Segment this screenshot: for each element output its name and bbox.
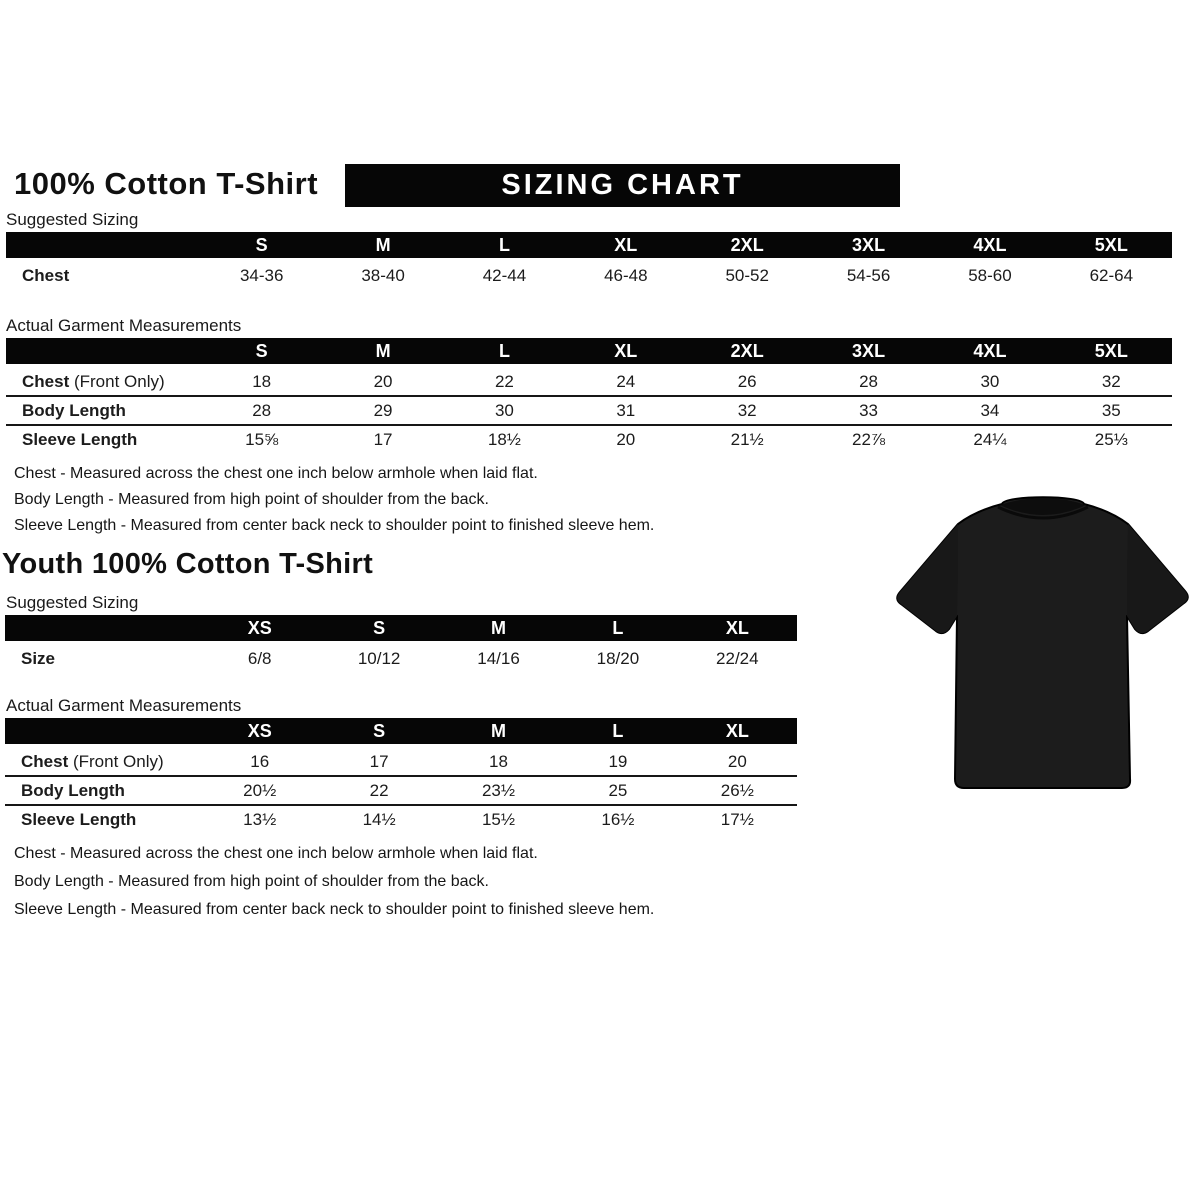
measurement-cell: 16½ bbox=[601, 809, 635, 829]
table-row bbox=[5, 645, 797, 672]
measurement-cell: 14½ bbox=[362, 809, 396, 829]
note-body-length: Body Length - Measured from high point of shoulder from the back. bbox=[14, 491, 489, 508]
table-row bbox=[6, 262, 1172, 289]
measurement-cell: 18/20 bbox=[596, 648, 640, 668]
row-label: Chest (Front Only) bbox=[22, 371, 165, 391]
adult-garment-measurements-label: Actual Garment Measurements bbox=[6, 316, 242, 335]
measurement-cell: 22 bbox=[369, 780, 389, 800]
measurement-cell: 58-60 bbox=[968, 265, 1012, 285]
measurement-cell: 22 bbox=[494, 371, 514, 391]
size-column-header: S bbox=[373, 617, 386, 638]
row-label: Size bbox=[21, 648, 56, 668]
row-label: Body Length bbox=[22, 400, 126, 420]
size-column-header: XL bbox=[725, 720, 749, 741]
size-column-header: L bbox=[498, 340, 510, 361]
measurement-cell: 24 bbox=[616, 371, 636, 391]
youth-garment-measurements-table bbox=[5, 718, 797, 833]
row-label: Body Length bbox=[21, 780, 125, 800]
size-column-header: L bbox=[498, 234, 510, 255]
measurement-cell: 20½ bbox=[243, 780, 277, 800]
row-label: Sleeve Length bbox=[21, 809, 137, 829]
sizing-chart-banner-label: SIZING CHART bbox=[501, 169, 744, 201]
measurement-cell: 21½ bbox=[730, 429, 764, 449]
sizing-chart-banner bbox=[345, 164, 900, 207]
size-column-header: XS bbox=[247, 617, 272, 638]
measurement-cell: 17 bbox=[369, 751, 389, 771]
measurement-cell: 20 bbox=[373, 371, 393, 391]
size-column-header: S bbox=[373, 720, 386, 741]
youth-suggested-sizing-table bbox=[5, 615, 797, 672]
measurement-cell: 35 bbox=[1101, 400, 1121, 420]
size-column-header: XL bbox=[614, 340, 638, 361]
measurement-cell: 30 bbox=[980, 371, 1000, 391]
size-column-header: 4XL bbox=[973, 234, 1007, 255]
measurement-cell: 50-52 bbox=[725, 265, 769, 285]
measurement-cell: 62-64 bbox=[1089, 265, 1134, 285]
tshirt-right-sleeve-shade bbox=[1127, 524, 1188, 633]
measurement-cell: 6/8 bbox=[247, 648, 272, 668]
tshirt-photo bbox=[894, 481, 1194, 803]
size-column-header: 3XL bbox=[852, 340, 886, 361]
measurement-cell: 20 bbox=[727, 751, 747, 771]
table-row bbox=[6, 368, 1172, 395]
measurement-cell: 13½ bbox=[243, 809, 277, 829]
youth-section-title: Youth 100% Cotton T-Shirt bbox=[2, 548, 374, 580]
measurement-cell: 38-40 bbox=[361, 265, 405, 285]
size-column-header: S bbox=[255, 234, 268, 255]
measurement-cell: 14/16 bbox=[477, 648, 520, 668]
note-chest: Chest - Measured across the chest one inch below armhole when laid flat. bbox=[14, 845, 538, 862]
measurement-cell: 17 bbox=[373, 429, 393, 449]
size-column-header: 5XL bbox=[1094, 234, 1128, 255]
youth-suggested-sizing-label: Suggested Sizing bbox=[6, 593, 139, 612]
size-column-header: M bbox=[491, 720, 507, 741]
size-column-header: L bbox=[612, 720, 624, 741]
table-row bbox=[5, 775, 797, 804]
adult-suggested-sizing-label: Suggested Sizing bbox=[6, 210, 139, 229]
measurement-cell: 25⅓ bbox=[1094, 429, 1128, 449]
measurement-cell: 18 bbox=[489, 751, 508, 771]
table-row bbox=[6, 424, 1172, 453]
table-row bbox=[6, 395, 1172, 424]
measurement-cell: 23½ bbox=[481, 780, 516, 800]
size-column-header: M bbox=[491, 617, 507, 638]
size-column-header: M bbox=[375, 234, 391, 255]
black-tshirt-image bbox=[894, 481, 1194, 803]
size-column-header: XL bbox=[725, 617, 749, 638]
adult-measurement-notes bbox=[14, 461, 654, 539]
size-column-header: 2XL bbox=[730, 234, 764, 255]
measurement-cell: 30 bbox=[494, 400, 514, 420]
note-sleeve-length: Sleeve Length - Measured from center back neck to shoulder point to finished sleeve hem. bbox=[14, 517, 655, 534]
size-column-header: 3XL bbox=[852, 234, 886, 255]
tshirt-silhouette bbox=[897, 497, 1188, 788]
note-chest: Chest - Measured across the chest one inch below armhole when laid flat. bbox=[14, 465, 538, 482]
measurement-cell: 10/12 bbox=[357, 648, 401, 668]
measurement-cell: 20 bbox=[616, 429, 636, 449]
measurement-cell: 54-56 bbox=[846, 265, 891, 285]
measurement-cell: 28 bbox=[859, 371, 879, 391]
measurement-cell: 26½ bbox=[720, 780, 754, 800]
table-row bbox=[5, 748, 797, 775]
measurement-cell: 32 bbox=[1101, 371, 1121, 391]
size-column-header: 4XL bbox=[973, 340, 1007, 361]
measurement-cell: 22⅞ bbox=[852, 429, 886, 449]
size-column-header: L bbox=[612, 617, 624, 638]
table-header-row bbox=[5, 615, 797, 641]
measurement-cell: 29 bbox=[373, 400, 393, 420]
note-sleeve-length: Sleeve Length - Measured from center back neck to shoulder point to finished sleeve hem. bbox=[14, 901, 655, 918]
measurement-cell: 18 bbox=[252, 371, 272, 391]
table-header-row bbox=[6, 232, 1172, 258]
page-title: 100% Cotton T-Shirt bbox=[14, 166, 319, 201]
measurement-cell: 42-44 bbox=[482, 265, 527, 285]
measurement-cell: 15½ bbox=[481, 809, 516, 829]
size-column-header: 2XL bbox=[730, 340, 764, 361]
measurement-cell: 22/24 bbox=[716, 648, 759, 668]
youth-garment-measurements-label: Actual Garment Measurements bbox=[6, 696, 242, 715]
measurement-cell: 15⅝ bbox=[245, 429, 279, 449]
measurement-cell: 33 bbox=[859, 400, 879, 420]
tshirt-left-sleeve-shade bbox=[897, 524, 958, 633]
measurement-cell: 46-48 bbox=[604, 265, 648, 285]
measurement-cell: 19 bbox=[608, 751, 628, 771]
row-label: Chest bbox=[22, 265, 70, 285]
size-column-header: 5XL bbox=[1094, 340, 1128, 361]
measurement-cell: 34-36 bbox=[239, 265, 284, 285]
measurement-cell: 18½ bbox=[487, 429, 521, 449]
note-body-length: Body Length - Measured from high point of shoulder from the back. bbox=[14, 873, 489, 890]
measurement-cell: 17½ bbox=[720, 809, 754, 829]
measurement-cell: 28 bbox=[252, 400, 272, 420]
measurement-cell: 26 bbox=[737, 371, 757, 391]
adult-garment-measurements-table bbox=[6, 338, 1172, 453]
size-column-header: S bbox=[255, 340, 268, 361]
measurement-cell: 16 bbox=[250, 751, 270, 771]
measurement-cell: 32 bbox=[737, 400, 757, 420]
measurement-cell: 31 bbox=[616, 400, 636, 420]
table-header-row bbox=[5, 718, 797, 744]
measurement-cell: 25 bbox=[608, 780, 628, 800]
size-column-header: XS bbox=[247, 720, 272, 741]
row-label: Sleeve Length bbox=[22, 429, 138, 449]
table-row bbox=[5, 804, 797, 833]
measurement-cell: 24¼ bbox=[973, 429, 1007, 449]
table-header-row bbox=[6, 338, 1172, 364]
measurement-cell: 34 bbox=[980, 400, 1000, 420]
adult-suggested-sizing-table bbox=[6, 232, 1172, 289]
size-column-header: XL bbox=[614, 234, 638, 255]
size-column-header: M bbox=[375, 340, 391, 361]
row-label: Chest (Front Only) bbox=[21, 751, 164, 771]
youth-measurement-notes bbox=[14, 840, 654, 924]
